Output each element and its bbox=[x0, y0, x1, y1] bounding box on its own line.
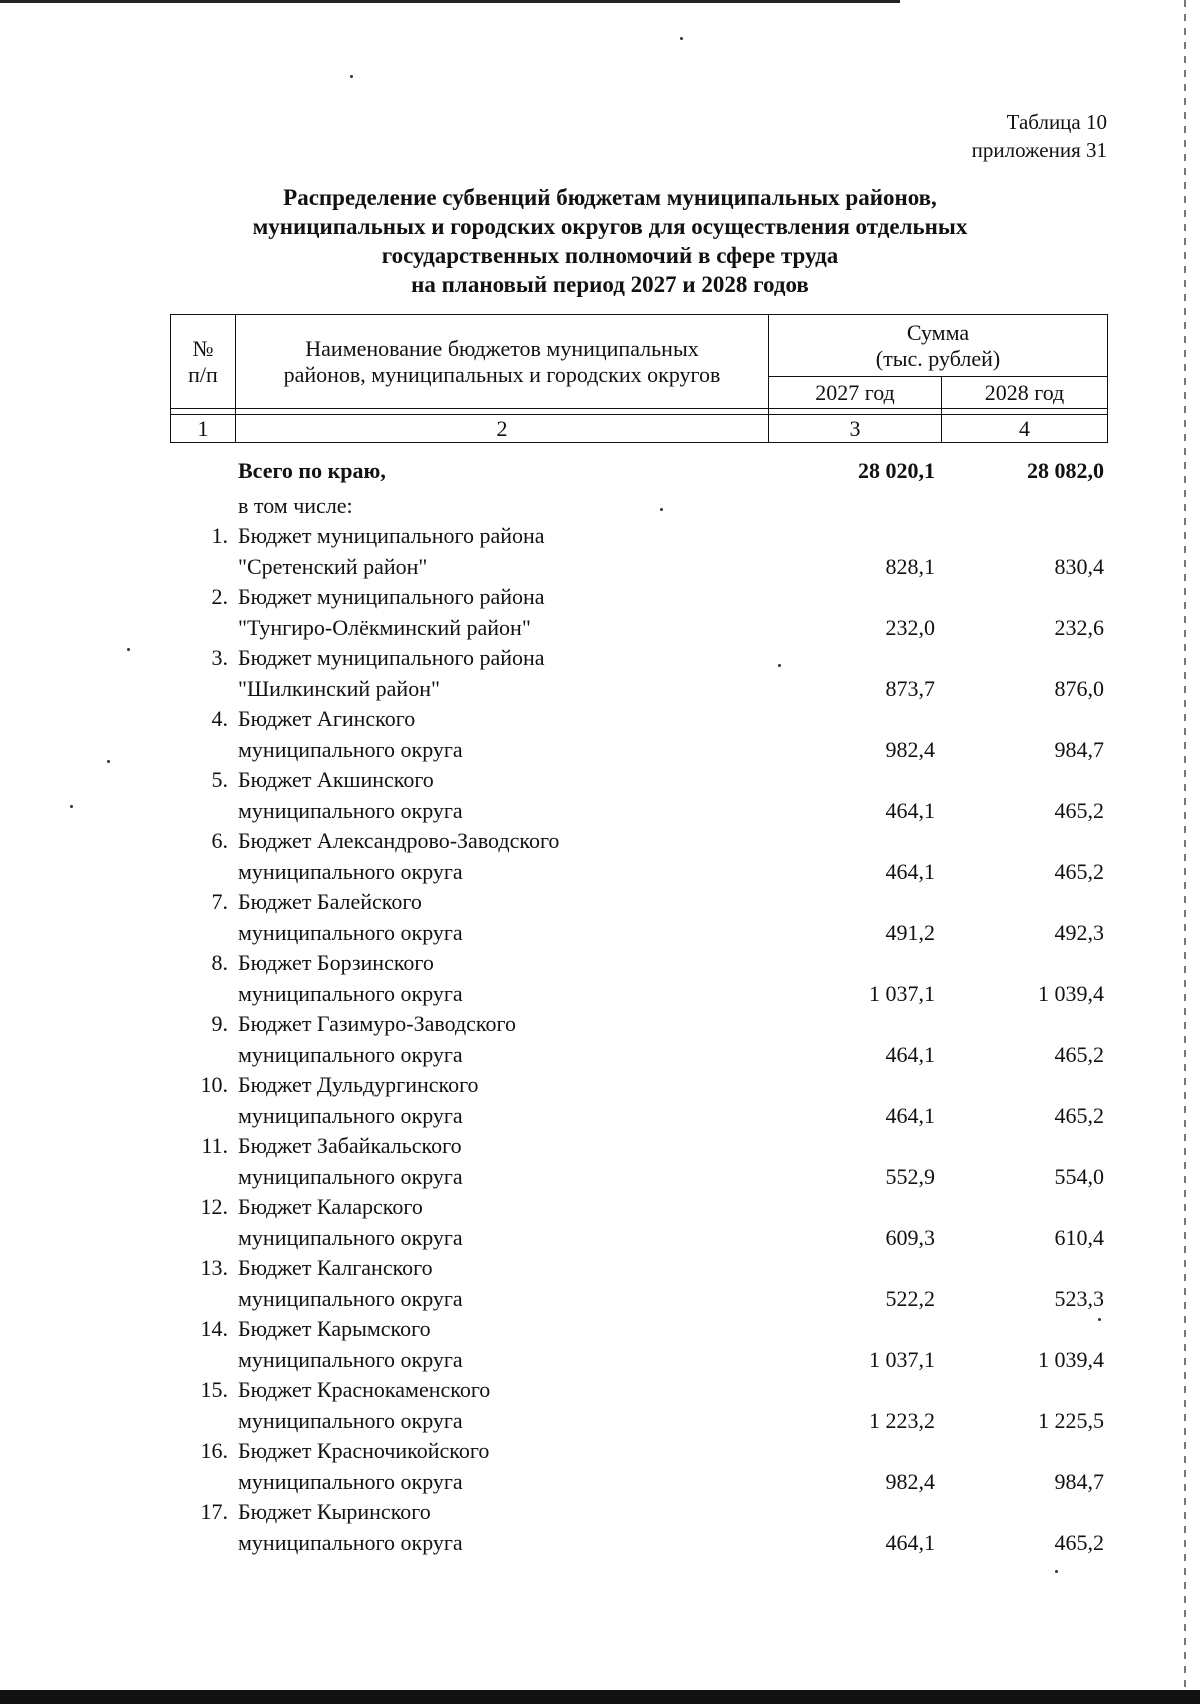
header-name-line: районов, муниципальных и городских округов bbox=[283, 361, 721, 387]
table-row bbox=[170, 1192, 1107, 1253]
column-number-1: 1 bbox=[171, 415, 236, 443]
row-name bbox=[235, 765, 768, 826]
row-name-line: Бюджет Александрово-Заводского bbox=[238, 828, 560, 853]
row-name-line: муниципального округа bbox=[238, 1529, 463, 1555]
row-name bbox=[235, 1375, 768, 1436]
row-value-2027: 1 037,1 bbox=[869, 1346, 935, 1372]
row-name bbox=[235, 1070, 768, 1131]
table-row bbox=[170, 948, 1107, 1009]
table-body bbox=[170, 451, 1107, 1558]
row-name-line: муниципального округа bbox=[238, 1346, 463, 1372]
row-value-2028: 554,0 bbox=[1054, 1163, 1104, 1189]
table-row bbox=[170, 887, 1107, 948]
table-row bbox=[170, 643, 1107, 704]
row-name bbox=[235, 948, 768, 1009]
header-name bbox=[236, 315, 769, 409]
header-num bbox=[171, 315, 236, 409]
row-name-line: муниципального округа bbox=[238, 919, 463, 945]
row-value-2028: 465,2 bbox=[1054, 1041, 1104, 1067]
table-row bbox=[170, 826, 1107, 887]
total-2028: 28 082,0 bbox=[1027, 457, 1104, 483]
row-value-2028: 465,2 bbox=[1054, 858, 1104, 884]
table-row bbox=[170, 1253, 1107, 1314]
row-name bbox=[235, 1497, 768, 1558]
row-value-2027: 982,4 bbox=[885, 1468, 935, 1494]
row-number: 13. bbox=[200, 1255, 228, 1280]
header-year-2028: 2028 год bbox=[942, 377, 1108, 409]
row-number: 9. bbox=[211, 1011, 228, 1036]
row-name-line: Бюджет Борзинского bbox=[238, 950, 434, 975]
header-sum bbox=[769, 315, 1108, 377]
row-value-2028: 465,2 bbox=[1054, 1102, 1104, 1128]
row-number: 1. bbox=[211, 523, 228, 548]
row-name-line: "Тунгиро-Олёкминский район" bbox=[238, 614, 531, 640]
row-name bbox=[235, 1436, 768, 1497]
table-row bbox=[170, 582, 1107, 643]
scan-speck bbox=[107, 760, 110, 763]
table-number: Таблица 10 bbox=[1006, 110, 1107, 134]
row-value-2027: 1 037,1 bbox=[869, 980, 935, 1006]
scan-edge-bottom bbox=[0, 1690, 1200, 1704]
row-name-line: Бюджет муниципального района bbox=[238, 523, 545, 548]
header-num-label: п/п bbox=[188, 361, 218, 387]
row-value-2027: 464,1 bbox=[885, 797, 935, 823]
row-name-line: Бюджет муниципального района bbox=[238, 584, 545, 609]
scan-speck bbox=[1055, 1570, 1058, 1573]
row-value-2028: 876,0 bbox=[1054, 675, 1104, 701]
scan-speck bbox=[350, 75, 353, 78]
table-row bbox=[170, 1070, 1107, 1131]
title-line: муниципальных и городских округов для осуществления отдельных bbox=[252, 214, 968, 239]
row-name-line: муниципального округа bbox=[238, 1163, 463, 1189]
row-value-2027: 1 223,2 bbox=[869, 1407, 935, 1433]
table-row bbox=[170, 1436, 1107, 1497]
row-value-2028: 830,4 bbox=[1054, 553, 1104, 579]
row-name-line: муниципального округа bbox=[238, 1224, 463, 1250]
row-number: 10. bbox=[200, 1072, 228, 1097]
row-value-2027: 552,9 bbox=[885, 1163, 935, 1189]
row-name-line: муниципального округа bbox=[238, 858, 463, 884]
table-row bbox=[170, 521, 1107, 582]
scan-edge-right bbox=[1184, 0, 1186, 1704]
row-value-2028: 1 225,5 bbox=[1038, 1407, 1104, 1433]
column-number-4: 4 bbox=[942, 415, 1108, 443]
row-number: 17. bbox=[200, 1499, 228, 1524]
row-value-2028: 465,2 bbox=[1054, 1529, 1104, 1555]
appendix-number: приложения 31 bbox=[971, 138, 1107, 162]
header-name-line: Наименование бюджетов муниципальных bbox=[305, 335, 699, 361]
row-value-2027: 232,0 bbox=[885, 614, 935, 640]
row-name bbox=[235, 582, 768, 643]
row-name-line: Бюджет Калганского bbox=[238, 1255, 433, 1280]
row-name-line: "Шилкинский район" bbox=[238, 675, 440, 701]
row-name-line: муниципального округа bbox=[238, 1102, 463, 1128]
row-number: 16. bbox=[200, 1438, 228, 1463]
column-number-2: 2 bbox=[236, 415, 769, 443]
row-number: 3. bbox=[211, 645, 228, 670]
row-number: 11. bbox=[201, 1133, 228, 1158]
including-row bbox=[170, 491, 1107, 521]
total-2027: 28 020,1 bbox=[858, 457, 935, 483]
row-name-line: Бюджет Карымского bbox=[238, 1316, 431, 1341]
row-name-line: Бюджет Краснокаменского bbox=[238, 1377, 491, 1402]
row-value-2028: 465,2 bbox=[1054, 797, 1104, 823]
row-number: 2. bbox=[211, 584, 228, 609]
row-name bbox=[235, 826, 768, 887]
total-row bbox=[170, 451, 1107, 491]
row-number: 7. bbox=[211, 889, 228, 914]
row-name-line: муниципального округа bbox=[238, 980, 463, 1006]
table-row bbox=[170, 765, 1107, 826]
row-number: 14. bbox=[200, 1316, 228, 1341]
row-name bbox=[235, 1009, 768, 1070]
row-name-line: муниципального округа bbox=[238, 1468, 463, 1494]
header-year-2027: 2027 год bbox=[769, 377, 942, 409]
table-row bbox=[170, 1314, 1107, 1375]
row-name bbox=[235, 887, 768, 948]
including-label: в том числе: bbox=[238, 492, 353, 518]
row-number: 15. bbox=[200, 1377, 228, 1402]
row-value-2027: 464,1 bbox=[885, 1102, 935, 1128]
row-value-2028: 984,7 bbox=[1054, 1468, 1104, 1494]
row-value-2028: 984,7 bbox=[1054, 736, 1104, 762]
row-value-2028: 492,3 bbox=[1054, 919, 1104, 945]
row-number: 8. bbox=[211, 950, 228, 975]
row-number: 6. bbox=[211, 828, 228, 853]
row-value-2027: 464,1 bbox=[885, 858, 935, 884]
row-name-line: "Сретенский район" bbox=[238, 553, 428, 579]
row-value-2028: 610,4 bbox=[1054, 1224, 1104, 1250]
table-label bbox=[972, 108, 1107, 164]
scan-speck bbox=[127, 648, 130, 651]
row-value-2027: 464,1 bbox=[885, 1529, 935, 1555]
row-value-2027: 873,7 bbox=[885, 675, 935, 701]
row-name-line: Бюджет Забайкальского bbox=[238, 1133, 462, 1158]
scan-edge-top bbox=[0, 0, 900, 3]
row-name-line: Бюджет Газимуро-Заводского bbox=[238, 1011, 516, 1036]
row-number: 12. bbox=[200, 1194, 228, 1219]
row-value-2028: 232,6 bbox=[1054, 614, 1104, 640]
table-row bbox=[170, 1131, 1107, 1192]
title-line: Распределение субвенций бюджетам муниципальных районов, bbox=[283, 185, 937, 210]
row-number: 4. bbox=[211, 706, 228, 731]
column-number-3: 3 bbox=[769, 415, 942, 443]
row-name bbox=[235, 704, 768, 765]
row-value-2027: 522,2 bbox=[885, 1285, 935, 1311]
row-name-line: муниципального округа bbox=[238, 736, 463, 762]
header-num-symbol: № bbox=[192, 335, 214, 361]
row-name bbox=[235, 1314, 768, 1375]
title-line: на плановый период 2027 и 2028 годов bbox=[411, 272, 809, 297]
table-row bbox=[170, 1009, 1107, 1070]
document-title bbox=[170, 183, 1050, 299]
scan-speck bbox=[70, 805, 73, 808]
total-label: Всего по краю, bbox=[238, 457, 386, 483]
header-sum-line: (тыс. рублей) bbox=[875, 345, 1001, 371]
row-value-2027: 464,1 bbox=[885, 1041, 935, 1067]
row-name-line: Бюджет Акшинского bbox=[238, 767, 434, 792]
row-name-line: Бюджет Балейского bbox=[238, 889, 422, 914]
row-name bbox=[235, 643, 768, 704]
row-name-line: муниципального округа bbox=[238, 1285, 463, 1311]
row-name bbox=[235, 1192, 768, 1253]
table-row bbox=[170, 1375, 1107, 1436]
row-number: 5. bbox=[211, 767, 228, 792]
row-list bbox=[170, 521, 1107, 1558]
row-name-line: Бюджет Агинского bbox=[238, 706, 416, 731]
row-name-line: Бюджет Дульдургинского bbox=[238, 1072, 479, 1097]
row-value-2027: 982,4 bbox=[885, 736, 935, 762]
table-header bbox=[170, 314, 1108, 443]
row-value-2028: 523,3 bbox=[1054, 1285, 1104, 1311]
row-value-2027: 609,3 bbox=[885, 1224, 935, 1250]
row-name bbox=[235, 1131, 768, 1192]
header-sum-line: Сумма bbox=[906, 319, 970, 345]
row-value-2027: 491,2 bbox=[885, 919, 935, 945]
row-name-line: Бюджет Красночикойского bbox=[238, 1438, 490, 1463]
row-name-line: муниципального округа bbox=[238, 1041, 463, 1067]
title-line: государственных полномочий в сфере труда bbox=[381, 243, 839, 268]
scan-speck bbox=[680, 37, 683, 40]
row-name bbox=[235, 521, 768, 582]
row-value-2027: 828,1 bbox=[885, 553, 935, 579]
row-name-line: муниципального округа bbox=[238, 797, 463, 823]
row-value-2028: 1 039,4 bbox=[1038, 1346, 1104, 1372]
row-name bbox=[235, 1253, 768, 1314]
table-row bbox=[170, 704, 1107, 765]
row-name-line: Бюджет Каларского bbox=[238, 1194, 423, 1219]
row-name-line: Бюджет муниципального района bbox=[238, 645, 545, 670]
row-name-line: муниципального округа bbox=[238, 1407, 463, 1433]
row-value-2028: 1 039,4 bbox=[1038, 980, 1104, 1006]
table-row bbox=[170, 1497, 1107, 1558]
row-name-line: Бюджет Кыринского bbox=[238, 1499, 431, 1524]
